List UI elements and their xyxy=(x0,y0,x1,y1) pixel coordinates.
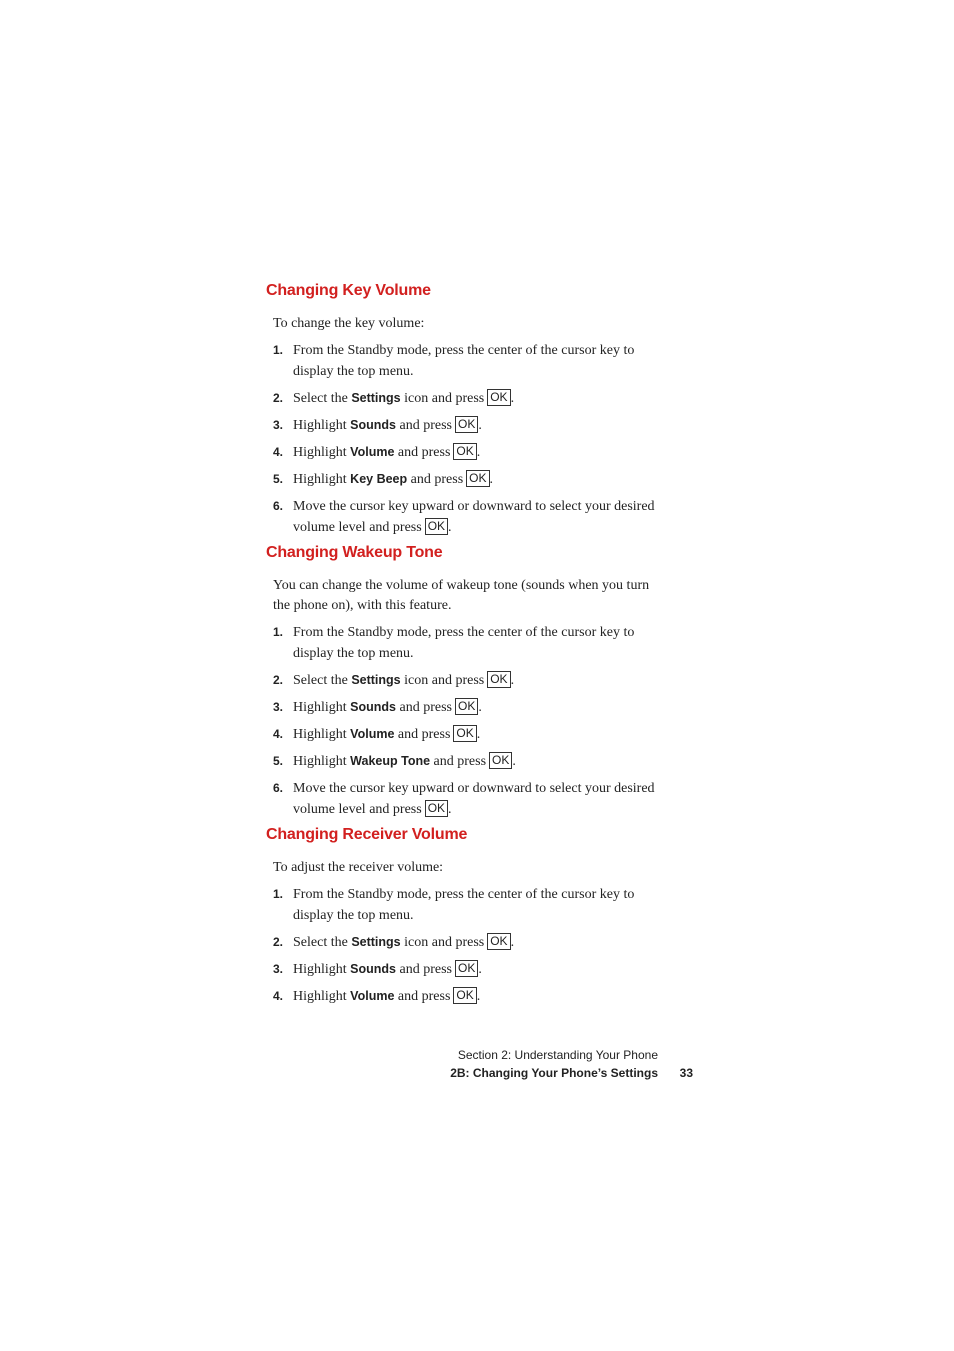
step-punct: . xyxy=(510,391,515,406)
step-item xyxy=(273,496,669,538)
step-text: and press xyxy=(394,989,451,1004)
step-number: 6. xyxy=(273,781,284,795)
step-number: 6. xyxy=(273,499,284,513)
step-item xyxy=(273,959,669,980)
step-text: and press xyxy=(396,700,453,715)
step-number: 4. xyxy=(273,727,284,741)
footer-chapter-line: 2B: Changing Your Phone’s Settings xyxy=(450,1066,658,1080)
section-receiver-volume xyxy=(266,826,686,1007)
step-text: Move the cursor key upward or downward to select your desired volume level and press xyxy=(293,781,655,817)
step-item xyxy=(273,751,669,772)
menu-term: Volume xyxy=(350,445,395,459)
step-item xyxy=(273,469,669,490)
menu-term: Wakeup Tone xyxy=(350,754,431,768)
section-intro: To change the key volume: xyxy=(273,316,425,331)
page-number: 33 xyxy=(679,1066,693,1080)
ok-key-glyph: OK xyxy=(489,752,512,769)
page-content xyxy=(266,282,686,1013)
step-text: Highlight xyxy=(293,418,351,433)
step-punct: . xyxy=(448,520,452,535)
steps-list xyxy=(266,340,686,538)
footer-section-line: Section 2: Understanding Your Phone xyxy=(457,1048,658,1062)
step-number: 4. xyxy=(273,989,284,1003)
step-text: From the Standby mode, press the center of the cursor key to display the top menu. xyxy=(293,887,635,923)
step-text: and press xyxy=(407,472,464,487)
steps-list xyxy=(266,622,686,820)
step-text: icon and press xyxy=(400,673,485,688)
step-text: icon and press xyxy=(400,391,485,406)
step-punct: . xyxy=(478,700,482,715)
step-text: Select the xyxy=(293,673,352,688)
ok-key-glyph: OK xyxy=(487,671,510,688)
ok-key-glyph: OK xyxy=(455,960,478,977)
step-item xyxy=(273,622,669,664)
step-text: Highlight xyxy=(293,962,351,977)
step-punct: . xyxy=(478,962,482,977)
step-text: and press xyxy=(430,754,487,769)
step-punct: . xyxy=(476,727,481,742)
step-number: 5. xyxy=(273,472,284,486)
section-title: Changing Receiver Volume xyxy=(266,826,468,843)
step-punct: . xyxy=(476,445,481,460)
ok-key-glyph: OK xyxy=(425,800,448,817)
step-text: and press xyxy=(396,418,453,433)
ok-key-glyph: OK xyxy=(453,987,476,1004)
ok-key-glyph: OK xyxy=(466,470,489,487)
step-number: 2. xyxy=(273,673,284,687)
step-number: 2. xyxy=(273,935,284,949)
menu-term: Settings xyxy=(351,935,401,949)
step-number: 4. xyxy=(273,445,284,459)
step-number: 1. xyxy=(273,343,284,357)
section-intro: You can change the volume of wakeup tone (sounds when you turn the phone on), with this feature. xyxy=(273,578,650,613)
step-text: Highlight xyxy=(293,472,351,487)
step-text: Select the xyxy=(293,935,352,950)
step-number: 3. xyxy=(273,962,284,976)
step-item xyxy=(273,415,669,436)
page-footer xyxy=(380,1047,693,1082)
step-punct: . xyxy=(510,935,515,950)
ok-key-glyph: OK xyxy=(425,518,448,535)
ok-key-glyph: OK xyxy=(453,443,476,460)
step-item xyxy=(273,986,669,1007)
steps-list xyxy=(266,884,686,1007)
step-text: Select the xyxy=(293,391,352,406)
step-number: 1. xyxy=(273,625,284,639)
step-number: 3. xyxy=(273,418,284,432)
step-punct: . xyxy=(476,989,481,1004)
step-text: Highlight xyxy=(293,445,351,460)
menu-term: Volume xyxy=(350,989,395,1003)
step-item xyxy=(273,697,669,718)
step-text: and press xyxy=(396,962,453,977)
step-punct: . xyxy=(512,754,516,769)
step-item xyxy=(273,670,669,691)
step-text: Highlight xyxy=(293,727,351,742)
section-key-volume xyxy=(266,282,686,538)
step-text: Highlight xyxy=(293,989,351,1004)
section-title: Changing Key Volume xyxy=(266,282,431,299)
section-intro: To adjust the receiver volume: xyxy=(273,860,444,875)
step-text: From the Standby mode, press the center of the cursor key to display the top menu. xyxy=(293,343,635,379)
step-item xyxy=(273,724,669,745)
step-item xyxy=(273,442,669,463)
section-wakeup-tone xyxy=(266,544,686,820)
menu-term: Settings xyxy=(351,391,401,405)
step-number: 3. xyxy=(273,700,284,714)
step-text: Move the cursor key upward or downward to select your desired volume level and press xyxy=(293,499,655,535)
step-number: 5. xyxy=(273,754,284,768)
step-text: From the Standby mode, press the center of the cursor key to display the top menu. xyxy=(293,625,635,661)
menu-term: Sounds xyxy=(350,962,397,976)
step-text: icon and press xyxy=(400,935,485,950)
menu-term: Settings xyxy=(351,673,401,687)
step-punct: . xyxy=(448,802,452,817)
ok-key-glyph: OK xyxy=(487,389,510,406)
step-punct: . xyxy=(489,472,493,487)
ok-key-glyph: OK xyxy=(455,416,478,433)
step-punct: . xyxy=(478,418,482,433)
step-punct: . xyxy=(510,673,515,688)
section-title: Changing Wakeup Tone xyxy=(266,544,443,561)
footer-chapter-row xyxy=(380,1064,693,1082)
menu-term: Key Beep xyxy=(350,472,408,486)
step-number: 1. xyxy=(273,887,284,901)
step-number: 2. xyxy=(273,391,284,405)
step-text: and press xyxy=(394,727,451,742)
step-text: and press xyxy=(394,445,451,460)
step-item xyxy=(273,932,669,953)
ok-key-glyph: OK xyxy=(453,725,476,742)
step-item xyxy=(273,884,669,926)
step-item xyxy=(273,778,669,820)
menu-term: Volume xyxy=(350,727,395,741)
ok-key-glyph: OK xyxy=(487,933,510,950)
step-item xyxy=(273,388,669,409)
menu-term: Sounds xyxy=(350,418,397,432)
ok-key-glyph: OK xyxy=(455,698,478,715)
step-text: Highlight xyxy=(293,700,351,715)
menu-term: Sounds xyxy=(350,700,397,714)
step-item xyxy=(273,340,669,382)
step-text: Highlight xyxy=(293,754,351,769)
